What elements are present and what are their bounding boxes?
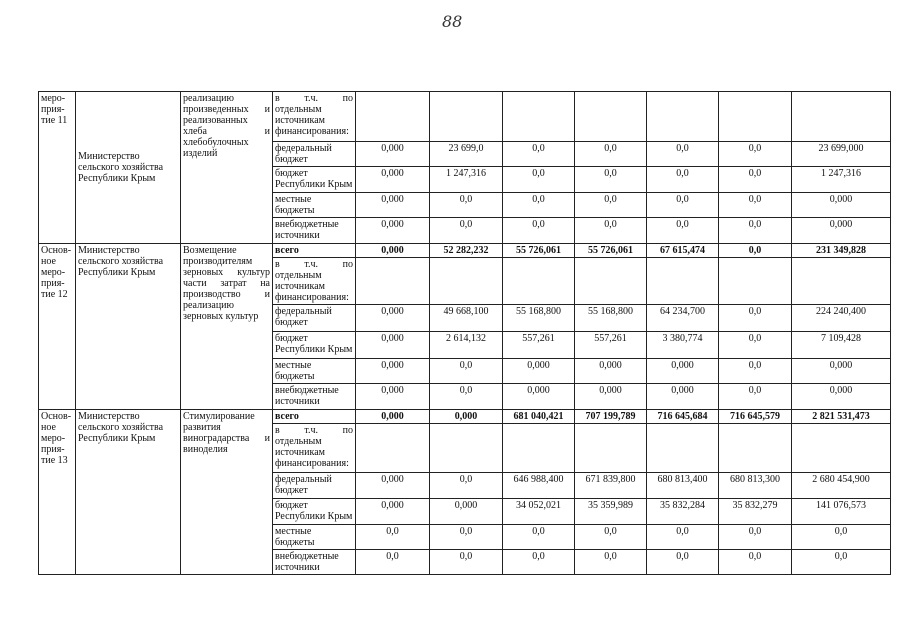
- value-cell: 0,000: [647, 359, 719, 384]
- value-cell: 0,000: [575, 384, 647, 410]
- source-label: бюджет Республики Крым: [273, 332, 356, 359]
- value-cell: 0,0: [647, 142, 719, 167]
- value-cell: 231 349,828: [792, 244, 891, 258]
- value-cell: 2 614,132: [430, 332, 503, 359]
- source-label: в т.ч. по отдельным источникам финансирования:: [273, 92, 356, 142]
- value-cell: 0,0: [430, 384, 503, 410]
- value-cell: 0,0: [647, 550, 719, 575]
- value-cell: 0,0: [430, 218, 503, 244]
- value-cell: 67 615,474: [647, 244, 719, 258]
- source-label: местные бюджеты: [273, 525, 356, 550]
- value-cell: 0,0: [575, 142, 647, 167]
- source-label: федеральный бюджет: [273, 473, 356, 499]
- value-cell: 0,0: [719, 550, 792, 575]
- value-cell: 0,000: [356, 332, 430, 359]
- budget-table: [38, 91, 891, 575]
- value-cell: 141 076,573: [792, 499, 891, 525]
- table-row: [39, 92, 891, 142]
- value-cell: 0,0: [792, 525, 891, 550]
- value-cell: 0,0: [575, 167, 647, 193]
- value-cell: 0,0: [356, 525, 430, 550]
- source-label: местные бюджеты: [273, 193, 356, 218]
- source-label: в т.ч. по отдельным источникам финансирования:: [273, 258, 356, 305]
- value-cell: 0,0: [719, 525, 792, 550]
- value-cell: 2 680 454,900: [792, 473, 891, 499]
- value-cell: 0,0: [647, 525, 719, 550]
- value-cell: 0,0: [647, 218, 719, 244]
- value-cell: 0,000: [356, 193, 430, 218]
- value-cell: 0,0: [792, 550, 891, 575]
- value-cell: 0,000: [356, 218, 430, 244]
- value-cell: 680 813,400: [647, 473, 719, 499]
- value-cell: 0,000: [356, 305, 430, 332]
- value-cell: 0,0: [503, 142, 575, 167]
- value-cell: 0,0: [719, 142, 792, 167]
- source-label: всего: [273, 244, 356, 258]
- value-cell: 64 234,700: [647, 305, 719, 332]
- value-cell: 0,0: [575, 193, 647, 218]
- value-cell: 0,0: [575, 525, 647, 550]
- value-cell: 0,0: [719, 193, 792, 218]
- value-cell: 557,261: [575, 332, 647, 359]
- table-body: [39, 92, 891, 575]
- source-label: местные бюджеты: [273, 359, 356, 384]
- table-row: [39, 410, 891, 424]
- source-label: внебюджетные источники: [273, 550, 356, 575]
- value-cell: 0,000: [647, 384, 719, 410]
- value-cell: 0,0: [647, 167, 719, 193]
- value-cell: 0,0: [503, 167, 575, 193]
- value-cell: 1 247,316: [792, 167, 891, 193]
- value-cell: 0,0: [719, 305, 792, 332]
- value-cell: 0,000: [356, 359, 430, 384]
- value-cell: 0,000: [792, 218, 891, 244]
- measure-title: реализацию произведенных и реализованных хлеба и хлебобулочных изделий: [181, 92, 273, 244]
- measure-title: Стимулирование развития виноградарства и виноделия: [181, 410, 273, 575]
- value-cell: 0,0: [430, 193, 503, 218]
- value-cell: 0,0: [575, 218, 647, 244]
- value-cell: 0,0: [503, 550, 575, 575]
- value-cell: 224 240,400: [792, 305, 891, 332]
- value-cell: 0,000: [792, 193, 891, 218]
- value-cell: 0,0: [719, 359, 792, 384]
- value-cell: 0,000: [356, 410, 430, 424]
- value-cell: 0,0: [503, 218, 575, 244]
- value-cell: 35 832,284: [647, 499, 719, 525]
- table-row: [39, 244, 891, 258]
- measure-title: Возмещение производителям зерновых культур части затрат на производство и реализацию зерновых культур: [181, 244, 273, 410]
- value-cell: 1 247,316: [430, 167, 503, 193]
- value-cell: 0,000: [356, 167, 430, 193]
- value-cell: 0,000: [503, 359, 575, 384]
- value-cell: 0,000: [356, 384, 430, 410]
- value-cell: 7 109,428: [792, 332, 891, 359]
- value-cell: 0,000: [356, 499, 430, 525]
- source-label: федеральный бюджет: [273, 142, 356, 167]
- value-cell: 0,000: [792, 384, 891, 410]
- value-cell: 49 668,100: [430, 305, 503, 332]
- value-cell: 0,0: [719, 244, 792, 258]
- value-cell: 0,0: [503, 525, 575, 550]
- source-label: бюджет Республики Крым: [273, 499, 356, 525]
- value-cell: 0,0: [719, 384, 792, 410]
- source-label: внебюджетные источники: [273, 218, 356, 244]
- value-cell: 0,000: [575, 359, 647, 384]
- value-cell: 0,0: [647, 193, 719, 218]
- value-cell: 0,000: [430, 410, 503, 424]
- value-cell: 0,000: [356, 142, 430, 167]
- value-cell: 55 168,800: [503, 305, 575, 332]
- value-cell: 0,0: [503, 193, 575, 218]
- page-number: 88: [442, 12, 463, 31]
- value-cell: 23 699,000: [792, 142, 891, 167]
- value-cell: 0,000: [356, 244, 430, 258]
- value-cell: 671 839,800: [575, 473, 647, 499]
- value-cell: 3 380,774: [647, 332, 719, 359]
- value-cell: 0,000: [503, 384, 575, 410]
- value-cell: 0,0: [575, 550, 647, 575]
- value-cell: 52 282,232: [430, 244, 503, 258]
- source-label: бюджет Республики Крым: [273, 167, 356, 193]
- value-cell: 0,000: [792, 359, 891, 384]
- value-cell: 716 645,579: [719, 410, 792, 424]
- value-cell: 0,0: [719, 218, 792, 244]
- measure-label: меро-прия-тие 11: [39, 92, 76, 244]
- source-label: всего: [273, 410, 356, 424]
- executor-cell: Министерство сельского хозяйства Республики Крым: [76, 244, 181, 410]
- source-label: в т.ч. по отдельным источникам финансирования:: [273, 424, 356, 473]
- value-cell: 55 168,800: [575, 305, 647, 332]
- value-cell: 55 726,061: [503, 244, 575, 258]
- value-cell: 557,261: [503, 332, 575, 359]
- value-cell: 716 645,684: [647, 410, 719, 424]
- measure-label: Основ-ное меро-прия-тие 13: [39, 410, 76, 575]
- source-label: федеральный бюджет: [273, 305, 356, 332]
- value-cell: 680 813,300: [719, 473, 792, 499]
- value-cell: 35 832,279: [719, 499, 792, 525]
- value-cell: 23 699,0: [430, 142, 503, 167]
- value-cell: 681 040,421: [503, 410, 575, 424]
- value-cell: 55 726,061: [575, 244, 647, 258]
- value-cell: 0,000: [430, 499, 503, 525]
- value-cell: 0,000: [356, 473, 430, 499]
- value-cell: 0,0: [356, 550, 430, 575]
- value-cell: 0,0: [430, 473, 503, 499]
- value-cell: 0,0: [719, 332, 792, 359]
- value-cell: 0,0: [430, 550, 503, 575]
- value-cell: 35 359,989: [575, 499, 647, 525]
- value-cell: 0,0: [430, 525, 503, 550]
- executor-cell: Министерство сельского хозяйства Республики Крым: [76, 410, 181, 575]
- value-cell: 0,0: [719, 167, 792, 193]
- value-cell: 2 821 531,473: [792, 410, 891, 424]
- executor-cell: Министерство сельского хозяйства Республики Крым: [76, 92, 181, 244]
- source-label: внебюджетные источники: [273, 384, 356, 410]
- measure-label: Основ-ное меро-прия-тие 12: [39, 244, 76, 410]
- value-cell: 646 988,400: [503, 473, 575, 499]
- value-cell: 0,0: [430, 359, 503, 384]
- value-cell: 34 052,021: [503, 499, 575, 525]
- value-cell: 707 199,789: [575, 410, 647, 424]
